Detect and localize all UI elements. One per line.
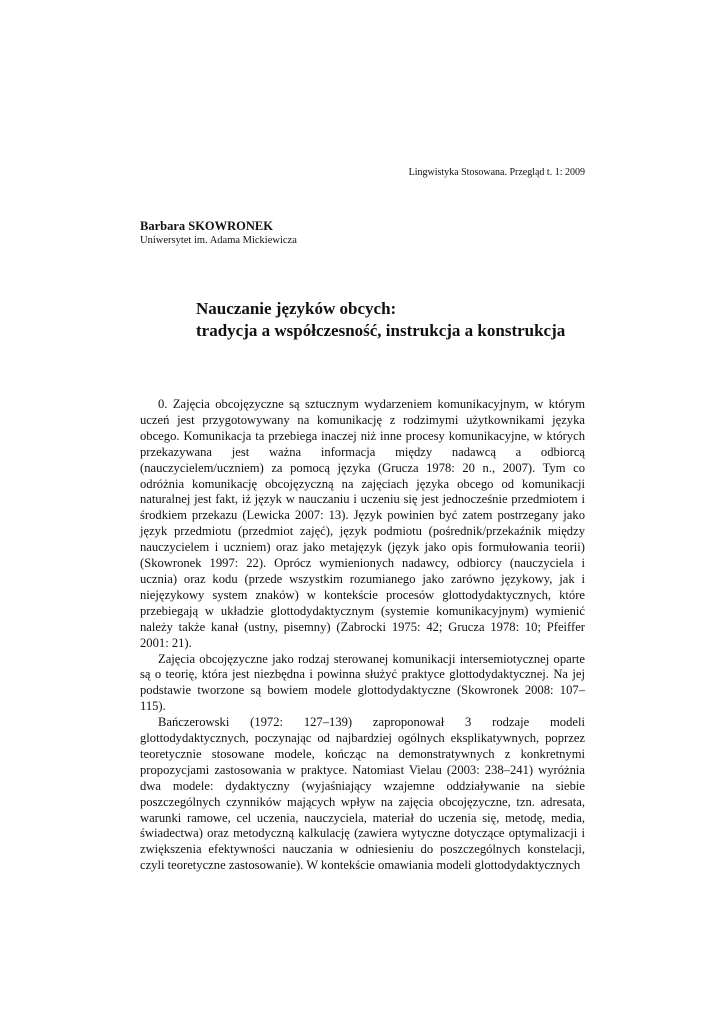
article-body (140, 397, 585, 874)
body-paragraph: Zajęcia obcojęzyczne jako rodzaj sterowanej komunikacji intersemiotycznej oparte są o teorię, która jest niezbędna i powinna służyć praktyce glottodydaktycznej. Na jej podstawie tworzone są bowiem modele glottodydaktyczne (Skowronek 2008: 107–115). (140, 651, 585, 714)
title-line-2: tradycja a współczesność, instrukcja a konstrukcja (196, 321, 566, 340)
article-title (196, 298, 590, 342)
author-block (140, 218, 590, 248)
title-line-1: Nauczanie języków obcych: (196, 299, 397, 318)
author-affiliation: Uniwersytet im. Adama Mickiewicza (140, 235, 297, 246)
journal-running-head: Lingwistyka Stosowana. Przegląd t. 1: 2009 (408, 167, 585, 178)
body-paragraph: 0. Zajęcia obcojęzyczne są sztucznym wydarzeniem komunikacyjnym, w którym uczeń jest przygotowywany na komunikację z rodzimymi użytkownikami języka obcego. Komunikacja ta przebiega inaczej niż inne procesy komunikacyjne, w których przekazywana jest ważna informacja między nadawcą a odbiorcą (nauczycielem/uczniem) za pomocą języka (Grucza 1978: 20 n., 2007). Tym co odróżnia komunikację obcojęzyczną na zajęciach języka obcego od komunikacji naturalnej jest fakt, iż język w nauczaniu i uczeniu się jest jednocześnie przedmiotem i środkiem przekazu (Lewicka 2007: 13). Język powinien być zatem postrzegany jako język przedmiotu (przedmiot zajęć), język podmiotu (pośrednik/przekaźnik między nauczycielem i uczniem) oraz jako metajęzyk (język jako opis formułowania teorii) (Skowronek 1997: 22). Oprócz wymienionych nadawcy, odbiorcy (nauczyciela i ucznia) oraz kodu (przede wszystkim rozumianego jako zarówno językowy, jak i niejęzykowy system znaków) w kontekście procesów glottodydaktycznych, które przebiegają w układzie glottodydaktycznym (systemie komunikacyjnym) wymienić należy także kanał (ustny, pisemny) (Zabrocki 1975: 42; Grucza 1978: 10; Pfeiffer 2001: 21). (140, 397, 585, 650)
body-paragraph: Bańczerowski (1972: 127–139) zaproponował 3 rodzaje modeli glottodydaktycznych, poczynając od najbardziej ogólnych eksplikatywnych, poprzez teoretycznie stosowane modele, kończąc na demonstratywnych z konkretnymi propozycjami zastosowania w praktyce. Natomiast Vielau (2003: 238–241) wyróżnia dwa modele: dydaktyczny (wyjaśniający wzajemne oddziaływanie na siebie poszczególnych czynników mających wpływ na zajęcia obcojęzyczne, tzn. adresata, warunki ramowe, cel uczenia, nauczyciela, materiał do uczenia się, metodę, media, świadectwa) oraz metodyczną kalkulację (zawiera wytyczne dotyczące optymalizacji i zwiększenia efektywności nauczania w odniesieniu do poszczególnych konstelacji, czyli teoretyczne zastosowanie). W kontekście omawiania modeli glottodydaktycznych (140, 715, 585, 873)
author-name: Barbara SKOWRONEK (140, 219, 273, 233)
